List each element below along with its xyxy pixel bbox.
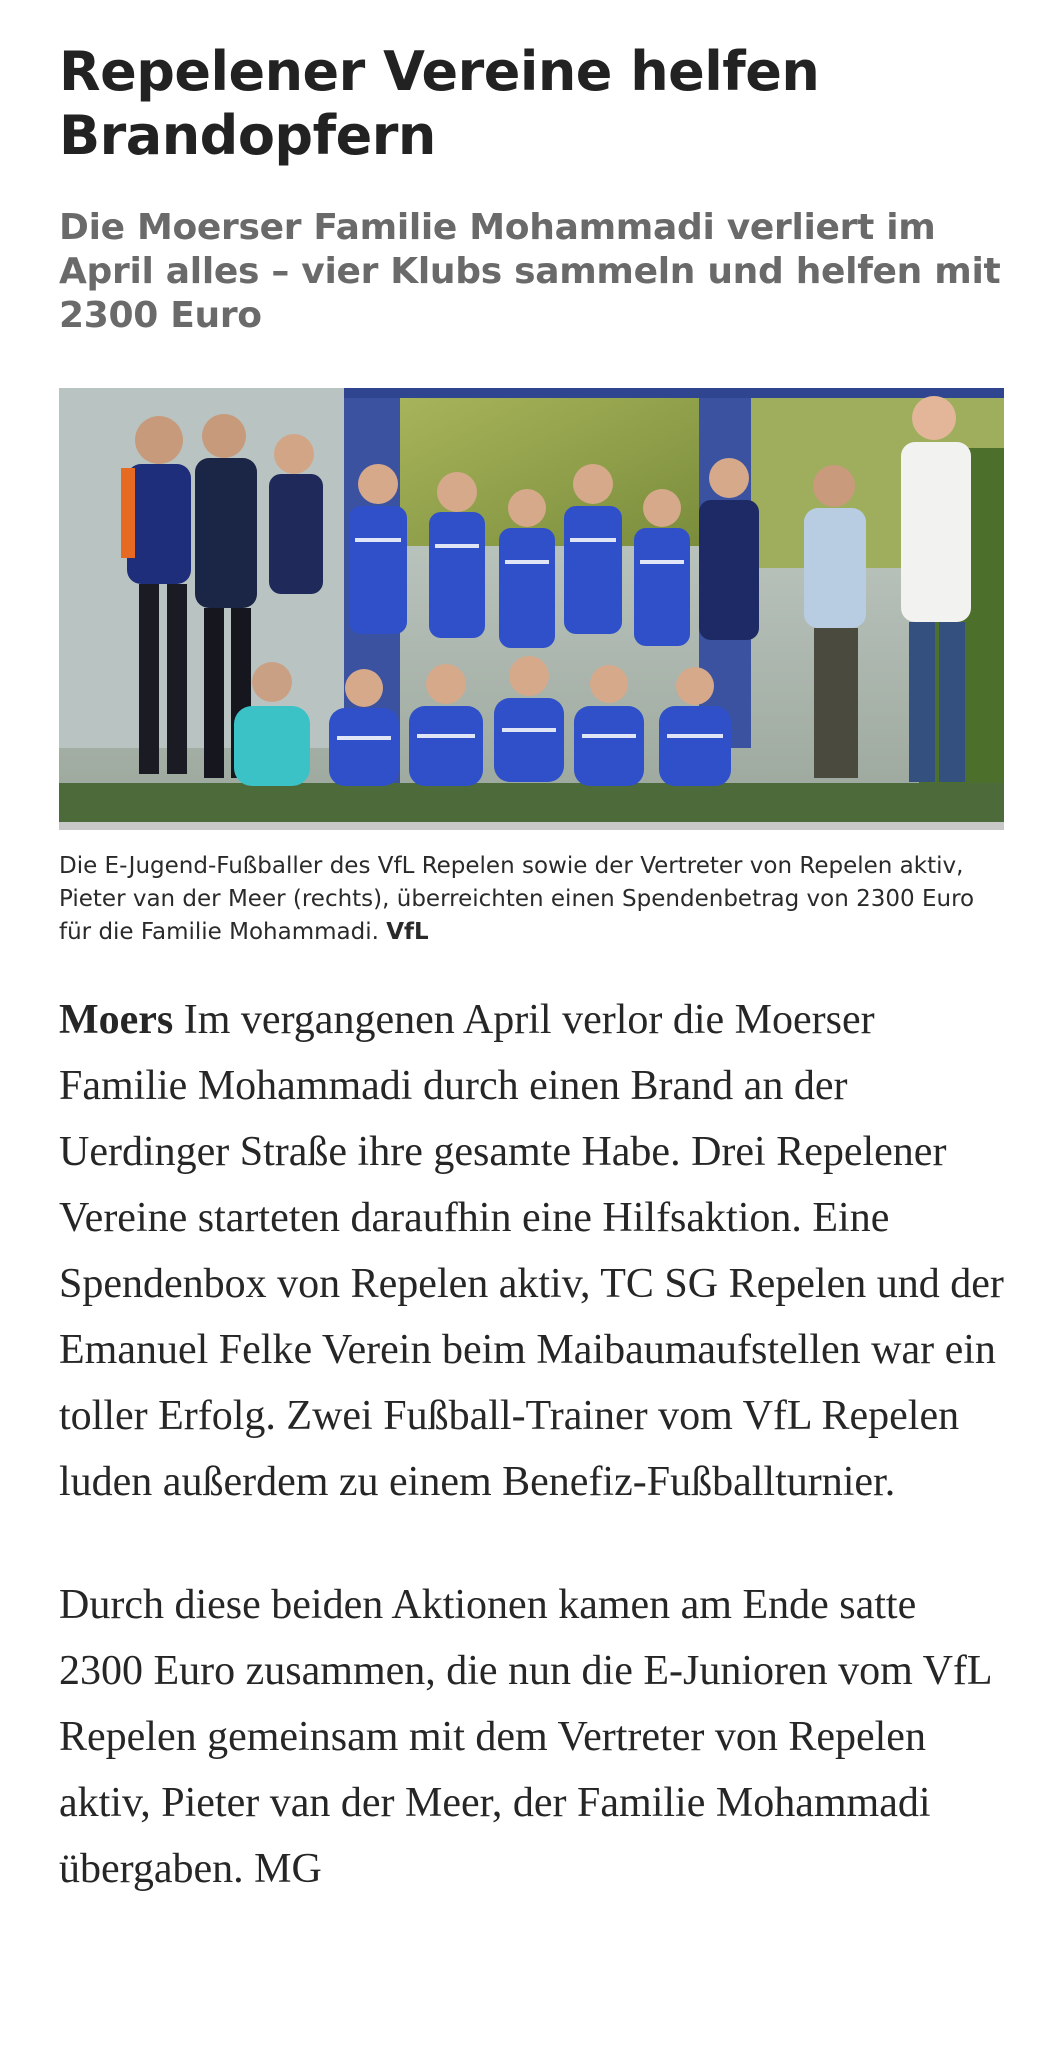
body-paragraph-1 <box>59 987 1004 1515</box>
article <box>59 40 1004 1902</box>
zoom-button[interactable] <box>878 708 974 804</box>
headline: Repelener Vereine helfen Brandopfern <box>59 40 820 167</box>
team-photo-illustration <box>59 388 1004 830</box>
photo-caption <box>59 850 1004 949</box>
dateline: Moers <box>59 997 174 1043</box>
photo-credit: VfL <box>386 919 429 945</box>
subheadline: Die Moerser Familie Mohammadi verliert im April alles – vier Klubs sammeln und helfen mit 2300 Euro <box>59 207 1001 336</box>
body-paragraph-2: Durch diese beiden Aktionen kamen am Ende satte 2300 Euro zusammen, die nun die E-Junioren vom VfL Repelen gemeinsam mit dem Vertreter von Repelen aktiv, Pieter van der Meer, der Familie Mohammadi übergaben. MG <box>59 1582 991 1892</box>
paragraph-text-1: Im vergangenen April verlor die Moerser Familie Mohammadi durch einen Brand an der Uerdinger Straße ihre gesamte Habe. Drei Repelener Vereine starteten daraufhin eine Hilfsaktion. Eine Spendenbox von Repelen aktiv, TC SG Repelen und der Emanuel Felke Verein beim Maibaumaufstellen war ein toller Erfolg. Zwei Fußball-Trainer vom VfL Repelen luden außerdem zu einem Benefiz-Fußballturnier. <box>59 997 1004 1505</box>
article-photo[interactable] <box>59 388 1004 830</box>
caption-text: Die E-Jugend-Fußballer des VfL Repelen sowie der Vertreter von Repelen aktiv, Pieter van der Meer (rechts), überreichten einen Spendenbetrag von 2300 Euro für die Familie Mohammadi. <box>59 853 975 945</box>
magnifier-plus-icon <box>878 708 1004 830</box>
